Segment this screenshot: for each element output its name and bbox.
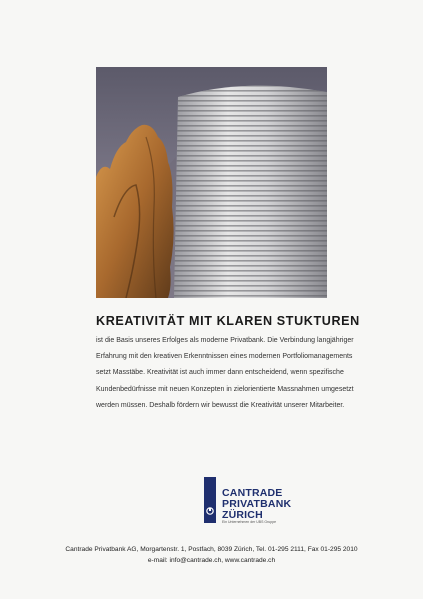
footer-address: Cantrade Privatbank AG, Morgartenstr. 1, Postfach, 8039 Zürich, Tel. 01-295 2111, Fax 01-295 2010	[65, 546, 358, 553]
brand-mark-icon	[206, 507, 214, 515]
body-line: ist die Basis unseres Erfolges als moderne Privatbank. Die Verbindung langjähriger	[96, 337, 354, 344]
headline: KREATIVITÄT MIT KLAREN STUKTUREN	[96, 314, 360, 328]
brand-logo	[204, 477, 216, 523]
brand-line: CANTRADE	[222, 487, 283, 499]
brand-line: ZÜRICH	[222, 509, 263, 521]
footer-contact: e-mail: info@cantrade.ch, www.cantrade.ch	[147, 557, 276, 564]
body-text	[96, 333, 354, 414]
body-line: werden müssen. Deshalb fördern wir bewusst die Kreativität unserer Mitarbeiter.	[96, 401, 345, 409]
body-line: Kundenbedürfnisse mit neuen Konzepten in zielorientierte Massnahmen umgesetzt	[96, 385, 354, 393]
body-line: setzt Masstäbe. Kreativität ist auch immer dann entscheidend, wenn spezifische	[96, 369, 344, 377]
brand-name	[222, 488, 291, 521]
body-line: Erfahrung mit den kreativen Erkenntnissen eines modernen Portfoliomanagements	[96, 353, 353, 361]
footer	[0, 544, 423, 566]
brand-line: PRIVATBANK	[222, 498, 292, 510]
hero-photo	[96, 67, 327, 298]
brand-tagline: Ein Unternehmen der UBS Gruppe	[222, 520, 277, 524]
